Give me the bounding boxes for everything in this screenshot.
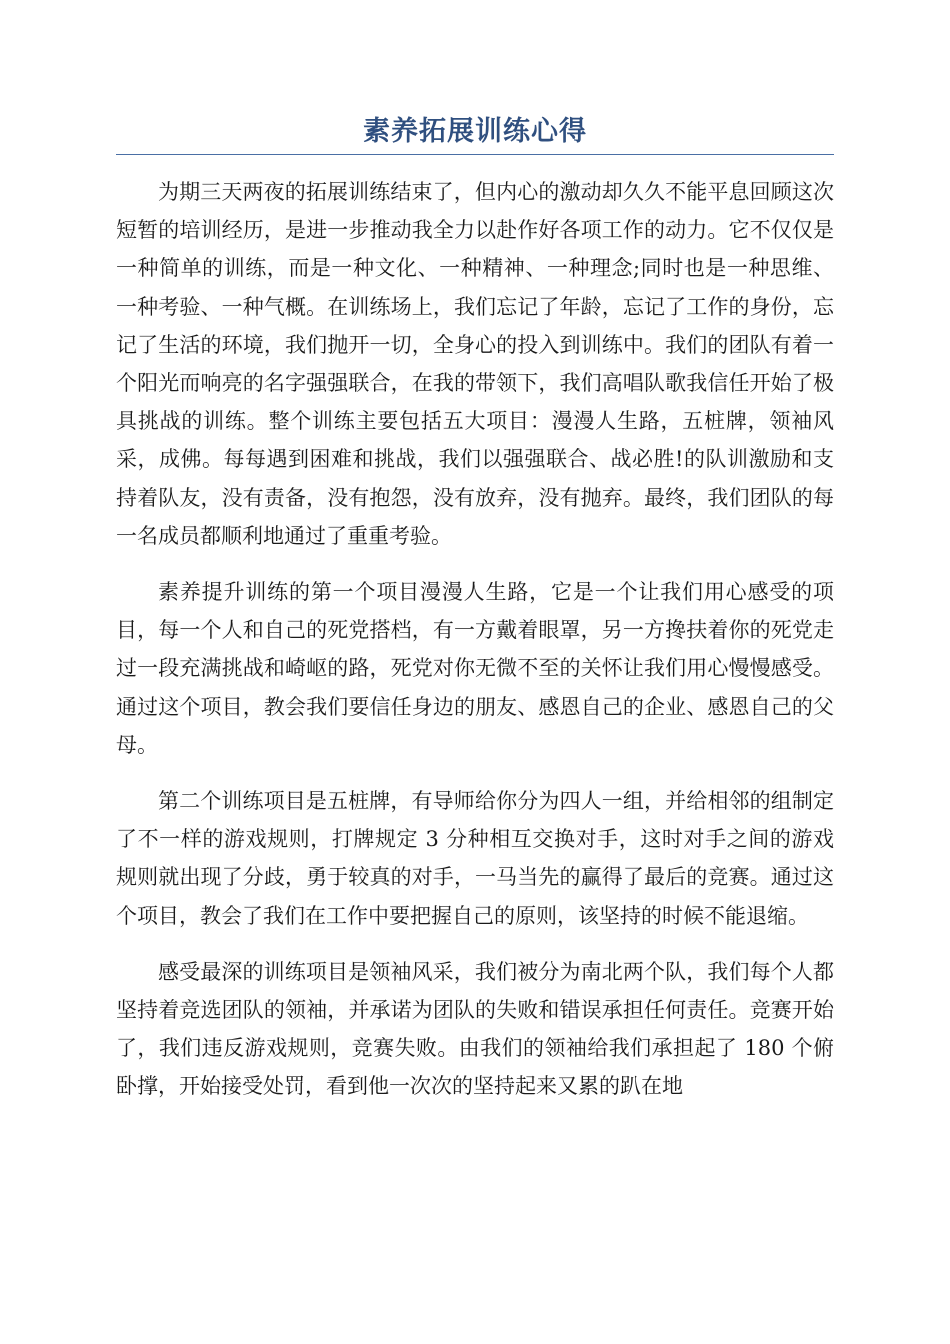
paragraph-2: 素养提升训练的第一个项目漫漫人生路，它是一个让我们用心感受的项目，每一个人和自己的死党搭档，有一方戴着眼罩，另一方搀扶着你的死党走过一段充满挑战和崎岖的路，死党对你无微不至的关怀让我们用心慢慢感受。通过这个项目，教会我们要信任身边的朋友、感恩自己的企业、感恩自己的父母。 [116,580,834,757]
document-page [116,112,834,1124]
paragraph-1: 为期三天两夜的拓展训练结束了，但内心的激动却久久不能平息回顾这次短暂的培训经历，是进一步推动我全力以赴作好各项工作的动力。它不仅仅是一种简单的训练，而是一种文化、一种精神、一种理念;同时也是一种思维、一种考验、一种气概。在训练场上，我们忘记了年龄，忘记了工作的身份，忘记了生活的环境，我们抛开一切，全身心的投入到训练中。我们的团队有着一个阳光而响亮的名字强强联合，在我的带领下，我们高唱队歌我信任开始了极具挑战的训练。整个训练主要包括五大项目：漫漫人生路，五桩牌，领袖风采，成佛。每每遇到困难和挑战，我们以强强联合、战必胜!的队训激励和支持着队友，没有责备，没有抱怨，没有放弃，没有抛弃。最终，我们团队的每一名成员都顺利地通过了重重考验。 [116,180,834,548]
document-title: 素养拓展训练心得 [116,112,834,155]
document-body [116,173,834,1106]
paragraph-3: 第二个训练项目是五桩牌，有导师给你分为四人一组，并给相邻的组制定了不一样的游戏规则，打牌规定 3 分种相互交换对手，这时对手之间的游戏规则就出现了分歧，勇于较真的对手，一马当先的赢得了最后的竞赛。通过这个项目，教会了我们在工作中要把握自己的原则，该坚持的时候不能退缩。 [116,789,834,928]
paragraph-4: 感受最深的训练项目是领袖风采，我们被分为南北两个队，我们每个人都坚持着竞选团队的领袖，并承诺为团队的失败和错误承担任何责任。竞赛开始了，我们违反游戏规则，竞赛失败。由我们的领袖给我们承担起了 180 个俯卧撑，开始接受处罚，看到他一次次的坚持起来又累的趴在地 [116,959,834,1099]
